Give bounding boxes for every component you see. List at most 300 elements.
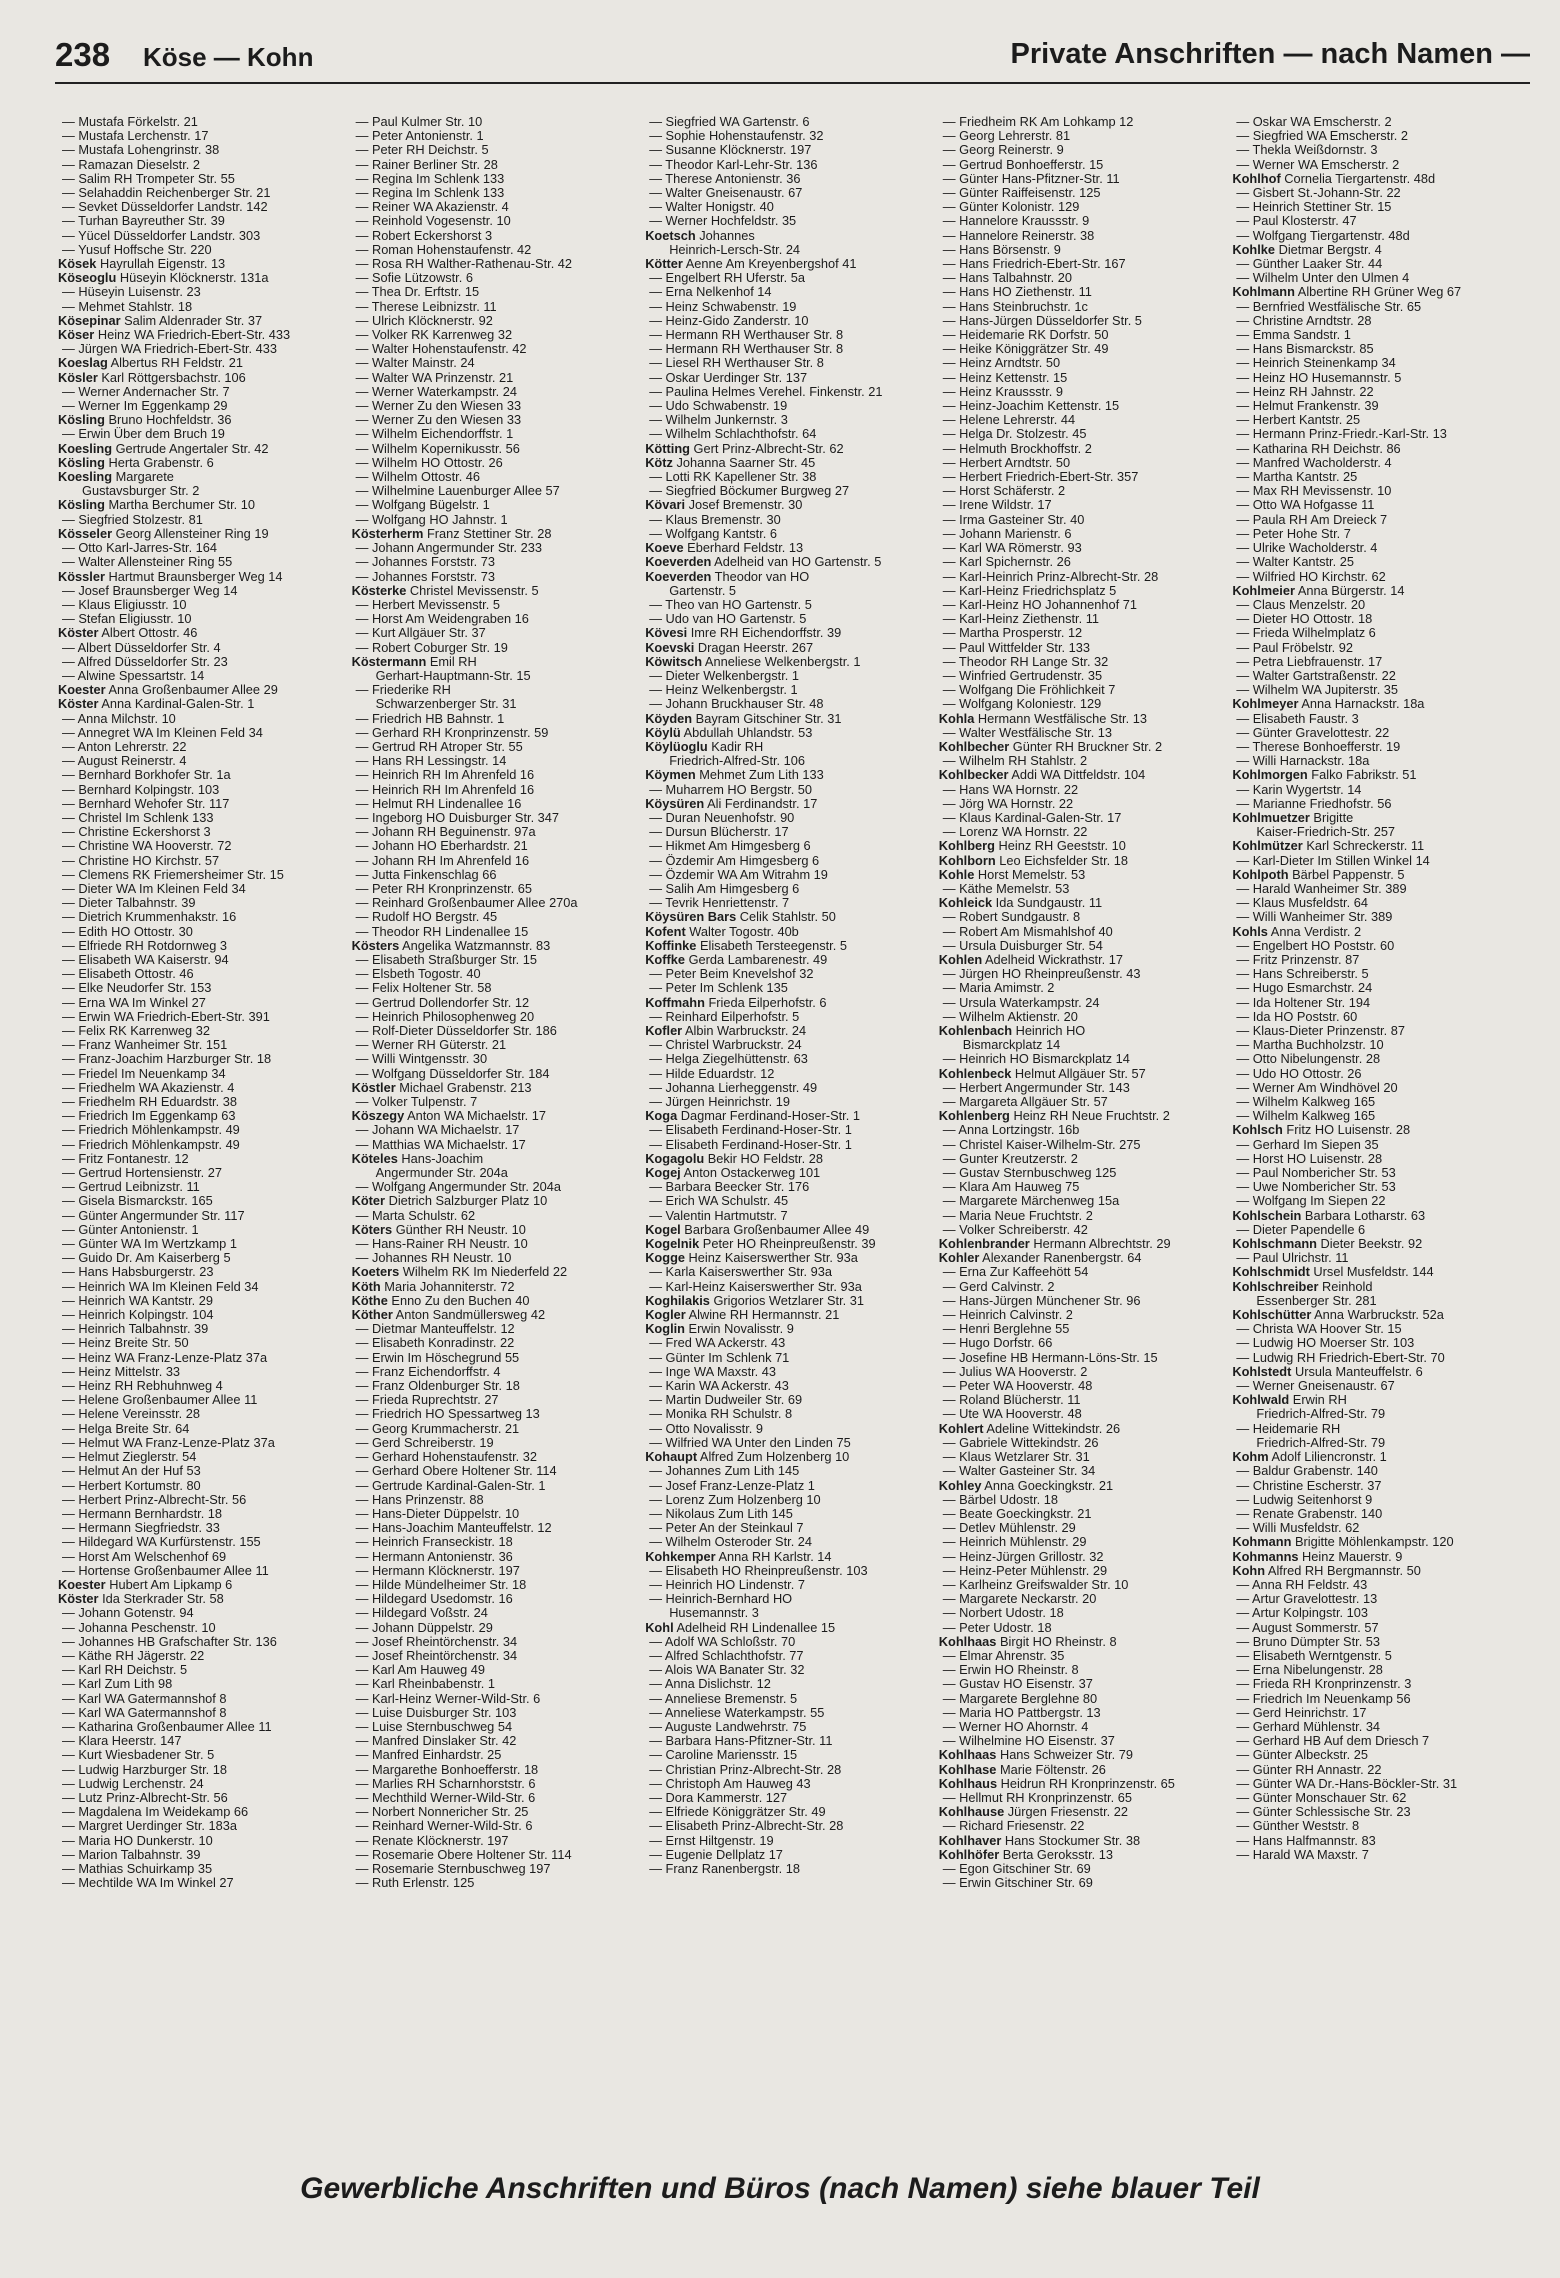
listing-entry bbox=[352, 1777, 638, 1791]
entry-text: — Duran Neuenhofstr. 90 bbox=[649, 810, 795, 825]
entry-text: Anna Kardinal-Galen-Str. 1 bbox=[98, 697, 255, 712]
entry-text: — Anton Lehrerstr. 22 bbox=[62, 739, 187, 754]
listing-entry bbox=[645, 356, 931, 370]
listing-entry bbox=[352, 1621, 638, 1635]
listing-entry bbox=[352, 1223, 638, 1237]
entry-text: Helmut Allgäuer Str. 57 bbox=[1011, 1066, 1146, 1081]
listing-entry bbox=[1232, 1436, 1518, 1450]
listing-entry bbox=[645, 1635, 931, 1649]
listing-entry bbox=[645, 996, 931, 1010]
listing-entry bbox=[645, 186, 931, 200]
entry-text: — Heinz RH Rebhuhnweg 4 bbox=[62, 1379, 223, 1394]
surname: Koffmahn bbox=[645, 995, 705, 1010]
listing-entry bbox=[1232, 981, 1518, 995]
listing-entry bbox=[352, 484, 638, 498]
listing-entry bbox=[58, 839, 344, 853]
surname: Köylüoglu bbox=[645, 739, 708, 754]
listing-entry bbox=[645, 1464, 931, 1478]
surname: Kohmann bbox=[1232, 1535, 1292, 1550]
listing-entry bbox=[939, 1081, 1225, 1095]
entry-text: — Werner Zu den Wiesen 33 bbox=[355, 399, 522, 414]
entry-text: — Heinz Welkenbergstr. 1 bbox=[649, 683, 798, 698]
surname: Kösler bbox=[58, 370, 98, 385]
entry-text: Hüseyin Klöcknerstr. 131a bbox=[116, 271, 269, 286]
entry-text: — Mehmet Stahlstr. 18 bbox=[62, 299, 193, 314]
listing-entry bbox=[352, 1365, 638, 1379]
listing-entry bbox=[1232, 1706, 1518, 1720]
entry-text: Ali Ferdinandstr. 17 bbox=[704, 796, 818, 811]
listing-entry bbox=[1232, 1038, 1518, 1052]
listing-entry bbox=[58, 1805, 344, 1819]
listing-entry bbox=[1232, 669, 1518, 683]
surname: Kohlsch bbox=[1232, 1123, 1283, 1138]
listing-entry bbox=[58, 1606, 344, 1620]
entry-text: — Georg Lehrerstr. 81 bbox=[942, 129, 1071, 144]
listing-entry bbox=[645, 1493, 931, 1507]
entry-text: — Willi Musfeldstr. 62 bbox=[1236, 1521, 1360, 1536]
entry-text: — Hans Schreiberstr. 5 bbox=[1236, 967, 1369, 982]
listing-entry bbox=[1232, 186, 1518, 200]
listing-entry bbox=[1232, 1422, 1518, 1436]
surname: Kösterherm bbox=[351, 526, 424, 541]
listing-entry bbox=[352, 910, 638, 924]
entry-text: — Detlev Mühlenstr. 29 bbox=[942, 1521, 1076, 1536]
entry-text: Alwine RH Hermannstr. 21 bbox=[685, 1308, 840, 1323]
entry-text: — Edith HO Ottostr. 30 bbox=[62, 924, 193, 939]
listing-entry bbox=[352, 896, 638, 910]
listing-entry bbox=[352, 1677, 638, 1691]
entry-text: Grigorios Wetzlarer Str. 31 bbox=[709, 1293, 864, 1308]
listing-entry bbox=[352, 1265, 638, 1279]
listing-entry bbox=[645, 1265, 931, 1279]
listing-entry bbox=[645, 854, 931, 868]
listing-entry bbox=[58, 1067, 344, 1081]
entry-text: Dieter Beekstr. 92 bbox=[1317, 1237, 1423, 1252]
entry-text: — Adolf WA Schloßstr. 70 bbox=[649, 1634, 796, 1649]
entry-text: — Walter Kantstr. 25 bbox=[1236, 555, 1354, 570]
surname: Koffke bbox=[645, 952, 686, 967]
entry-text: — Karl-Heinz Kaiserswerther Str. 93a bbox=[649, 1279, 862, 1294]
listing-entry bbox=[939, 172, 1225, 186]
surname: Kösterke bbox=[351, 583, 407, 598]
listing-entry bbox=[939, 1805, 1225, 1819]
entry-text: — Liesel RH Werthauser Str. 8 bbox=[649, 356, 824, 371]
entry-text: — Volker RK Karrenweg 32 bbox=[355, 328, 513, 343]
listing-entry bbox=[1232, 697, 1518, 711]
entry-text: — Clemens RK Friemersheimer Str. 15 bbox=[62, 867, 284, 882]
listing-entry bbox=[58, 200, 344, 214]
listing-entry bbox=[1232, 143, 1518, 157]
listing-entry bbox=[58, 1336, 344, 1350]
listing-entry bbox=[645, 1677, 931, 1691]
entry-text: Birgit HO Rheinstr. 8 bbox=[996, 1634, 1117, 1649]
listing-entry bbox=[352, 1081, 638, 1095]
surname: Koeverden bbox=[645, 569, 712, 584]
listing-entry bbox=[939, 1138, 1225, 1152]
listing-entry bbox=[645, 1862, 931, 1876]
entry-text: — Guido Dr. Am Kaiserberg 5 bbox=[62, 1251, 231, 1266]
listing-entry bbox=[939, 1834, 1225, 1848]
entry-text: — Helmuth Brockhoffstr. 2 bbox=[942, 441, 1092, 456]
listing-entry bbox=[939, 1464, 1225, 1478]
entry-text: — Dietrich Krummenhakstr. 16 bbox=[62, 910, 237, 925]
entry-text: — Dieter Papendelle 6 bbox=[1236, 1222, 1366, 1237]
entry-text: — Peter Im Schlenk 135 bbox=[649, 981, 788, 996]
listing-entry bbox=[352, 626, 638, 640]
listing-entry bbox=[352, 1251, 638, 1265]
listing-entry bbox=[1232, 1635, 1518, 1649]
listing-entry bbox=[58, 1138, 344, 1152]
surname: Köster bbox=[58, 626, 99, 641]
entry-text: Anton Sandmüllersweg 42 bbox=[392, 1308, 546, 1323]
entry-text: — Wilhelm Unter den Ulmen 4 bbox=[1236, 271, 1410, 286]
listing-entry bbox=[939, 342, 1225, 356]
entry-text: — Karl WA Römerstr. 93 bbox=[942, 541, 1082, 556]
listing-entry bbox=[939, 1507, 1225, 1521]
entry-text: — Regina Im Schlenk 133 bbox=[355, 171, 505, 186]
entry-text: — Alwine Spessartstr. 14 bbox=[62, 668, 205, 683]
listing-entry bbox=[58, 570, 344, 584]
listing-entry bbox=[58, 271, 344, 285]
listing-entry bbox=[1232, 712, 1518, 726]
listing-entry bbox=[352, 328, 638, 342]
listing-entry bbox=[58, 513, 344, 527]
listing-entry bbox=[352, 186, 638, 200]
entry-text: — Ida HO Poststr. 60 bbox=[1236, 1009, 1358, 1024]
entry-text: — Günter WA Im Wertzkamp 1 bbox=[62, 1237, 237, 1252]
listing-entry bbox=[1232, 953, 1518, 967]
listing-entry bbox=[1232, 541, 1518, 555]
listing-entry bbox=[939, 754, 1225, 768]
entry-text: Celik Stahlstr. 50 bbox=[736, 910, 836, 925]
listing-entry bbox=[645, 1223, 931, 1237]
listing-entry bbox=[352, 953, 638, 967]
entry-text: — Günter Monschauer Str. 62 bbox=[1236, 1790, 1407, 1805]
listing-entry bbox=[1232, 470, 1518, 484]
listing-entry bbox=[939, 1010, 1225, 1024]
entry-text: — Anna Milchstr. 10 bbox=[62, 711, 176, 726]
entry-text: — Gertrude Kardinal-Galen-Str. 1 bbox=[355, 1478, 546, 1493]
listing-entry bbox=[352, 1294, 638, 1308]
listing-entry bbox=[645, 726, 931, 740]
listing-entry bbox=[58, 1677, 344, 1691]
listing-entry bbox=[645, 1791, 931, 1805]
entry-text: Mehmet Zum Lith 133 bbox=[695, 768, 824, 783]
entry-text: — Martha Buchholzstr. 10 bbox=[1236, 1038, 1384, 1053]
entry-text: — Walter Westfälische Str. 13 bbox=[942, 725, 1113, 740]
listing-entry bbox=[645, 1507, 931, 1521]
listing-entry bbox=[1232, 626, 1518, 640]
entry-text: — Gertrud Hortensienstr. 27 bbox=[62, 1166, 223, 1181]
listing-entry bbox=[939, 1379, 1225, 1393]
listing-entry bbox=[58, 768, 344, 782]
entry-text: — Oskar WA Emscherstr. 2 bbox=[1236, 115, 1392, 129]
entry-text: Heinz Mauerstr. 9 bbox=[1298, 1549, 1403, 1564]
entry-text: — Wilhelmine Lauenburger Allee 57 bbox=[355, 484, 560, 499]
surname: Kohlschein bbox=[1232, 1208, 1302, 1223]
entry-text: — Hortense Großenbaumer Allee 11 bbox=[62, 1563, 269, 1578]
entry-text: — Heinrich HO Bismarckplatz 14 bbox=[942, 1052, 1130, 1067]
listing-entry bbox=[58, 229, 344, 243]
entry-text: Gertrude Angertaler Str. 42 bbox=[112, 441, 269, 456]
listing-entry bbox=[352, 1280, 638, 1294]
entry-text: — Johannes Zum Lith 145 bbox=[649, 1464, 800, 1479]
entry-text: Anton WA Michaelstr. 17 bbox=[404, 1109, 547, 1124]
surname: Kohlbecher bbox=[938, 739, 1010, 754]
entry-text: Hubert Am Lipkamp 6 bbox=[105, 1577, 233, 1592]
listing-entry bbox=[939, 143, 1225, 157]
entry-text: — Walter Honigstr. 40 bbox=[649, 200, 774, 215]
entry-text: — Annegret WA Im Kleinen Feld 34 bbox=[62, 725, 263, 740]
listing-entry bbox=[58, 385, 344, 399]
listing-entry bbox=[1232, 1720, 1518, 1734]
listing-entry bbox=[1232, 555, 1518, 569]
listing-entry bbox=[58, 598, 344, 612]
listing-entry bbox=[1232, 115, 1518, 129]
listing-entry bbox=[939, 584, 1225, 598]
entry-text: Reinhold bbox=[1318, 1279, 1373, 1294]
listing-entry bbox=[1232, 413, 1518, 427]
listing-entry bbox=[645, 442, 931, 456]
entry-text: — Ruth Erlenstr. 125 bbox=[355, 1876, 475, 1891]
entry-text: Berta Geroksstr. 13 bbox=[999, 1847, 1114, 1862]
listing-entry bbox=[352, 1194, 638, 1208]
listing-entry bbox=[1232, 1734, 1518, 1748]
footer-note: Gewerbliche Anschriften und Büros (nach Namen) siehe blauer Teil bbox=[300, 2172, 1260, 2205]
listing-entry bbox=[1232, 811, 1518, 825]
entry-text: Adelheid RH Lindenallee 15 bbox=[673, 1620, 836, 1635]
entry-text: — Robert Am Mismahlshof 40 bbox=[942, 924, 1113, 939]
surname: Koesling bbox=[58, 470, 113, 485]
entry-text: — Ludwig Lerchenstr. 24 bbox=[62, 1776, 204, 1791]
entry-text: — Günter Raiffeisenstr. 125 bbox=[942, 186, 1101, 201]
listing-entry bbox=[645, 669, 931, 683]
entry-text: — Josef Braunsberger Weg 14 bbox=[62, 583, 238, 598]
entry-text: Frieda Eilperhofstr. 6 bbox=[704, 995, 827, 1010]
listing-entry bbox=[939, 1564, 1225, 1578]
surname: Köser bbox=[58, 328, 95, 343]
entry-text: — Ute WA Hooverstr. 48 bbox=[942, 1407, 1082, 1422]
listing-entry bbox=[58, 1649, 344, 1663]
listing-entry bbox=[352, 1067, 638, 1081]
listing-entry bbox=[58, 1493, 344, 1507]
listing-entry bbox=[939, 882, 1225, 896]
listing-entry bbox=[939, 598, 1225, 612]
listing-entry bbox=[1232, 1052, 1518, 1066]
entry-text: — Paul Kulmer Str. 10 bbox=[355, 115, 483, 129]
entry-text: Michael Grabenstr. 213 bbox=[395, 1080, 532, 1095]
listing-entry bbox=[939, 570, 1225, 584]
listing-entry bbox=[645, 1067, 931, 1081]
listing-entry bbox=[939, 1748, 1225, 1762]
entry-text: — Tevrik Henriettenstr. 7 bbox=[649, 896, 790, 911]
entry-text: — Gertrud Dollendorfer Str. 12 bbox=[355, 995, 530, 1010]
listing-entry bbox=[352, 996, 638, 1010]
listing-entry bbox=[645, 1422, 931, 1436]
entry-text: — Klaus Bremenstr. 30 bbox=[649, 512, 781, 527]
entry-text: — Heinz-Joachim Kettenstr. 15 bbox=[942, 399, 1120, 414]
listing-entry bbox=[352, 399, 638, 413]
entry-text: — Erwin HO Rheinstr. 8 bbox=[942, 1663, 1079, 1678]
listing-column-4 bbox=[939, 115, 1225, 2150]
listing-entry bbox=[352, 854, 638, 868]
entry-text: — Salih Am Himgesberg 6 bbox=[649, 881, 800, 896]
entry-text: Husemannstr. 3 bbox=[669, 1606, 759, 1621]
listing-entry bbox=[352, 143, 638, 157]
listing-entry bbox=[1232, 797, 1518, 811]
entry-text: — Erwin Gitschiner Str. 69 bbox=[942, 1876, 1093, 1891]
entry-text: — Heinrich HO Lindenstr. 7 bbox=[649, 1577, 805, 1592]
entry-text: — Peter RH Deichstr. 5 bbox=[355, 143, 489, 158]
entry-text: — Johanna Lierheggenstr. 49 bbox=[649, 1080, 818, 1095]
entry-text: — Werner Andernacher Str. 7 bbox=[62, 384, 230, 399]
listing-entry bbox=[645, 541, 931, 555]
listing-entry bbox=[1232, 1848, 1518, 1862]
surname: Kohlen bbox=[938, 952, 983, 967]
listing-entry bbox=[58, 158, 344, 172]
listing-entry bbox=[939, 896, 1225, 910]
entry-text: — Friedrich HB Bahnstr. 1 bbox=[355, 711, 505, 726]
entry-text: — Bernhard Borkhofer Str. 1a bbox=[62, 768, 231, 783]
surname: Kofler bbox=[645, 1024, 683, 1038]
entry-text: — Friedrich Möhlenkampstr. 49 bbox=[62, 1137, 240, 1152]
surname: Koeters bbox=[351, 1265, 400, 1280]
entry-text: — Ingeborg HO Duisburger Str. 347 bbox=[355, 810, 560, 825]
listing-entry bbox=[352, 1379, 638, 1393]
entry-text: — Friedhelm RH Eduardstr. 38 bbox=[62, 1095, 237, 1110]
entry-text: — Helga Ziegelhüttenstr. 63 bbox=[649, 1052, 808, 1067]
entry-text: — Margarete Märchenweg 15a bbox=[942, 1194, 1120, 1209]
listing-entry bbox=[645, 925, 931, 939]
entry-text: Heinz WA Friedrich-Ebert-Str. 433 bbox=[94, 328, 291, 343]
entry-text: — Anneliese Bremenstr. 5 bbox=[649, 1691, 798, 1706]
listing-entry bbox=[58, 1479, 344, 1493]
surname: Koeslag bbox=[58, 356, 108, 371]
listing-entry bbox=[939, 399, 1225, 413]
entry-text: — Hannelore Reinerstr. 38 bbox=[942, 228, 1095, 243]
entry-text: Martha Berchumer Str. 10 bbox=[104, 498, 255, 513]
entry-text: — Wilhelm Schlachthofstr. 64 bbox=[649, 427, 817, 442]
entry-text: — Renate Klöcknerstr. 197 bbox=[355, 1833, 509, 1848]
listing-entry bbox=[58, 1166, 344, 1180]
entry-text: Heidrun RH Kronprinzenstr. 65 bbox=[997, 1776, 1175, 1791]
entry-text: — Klaus Kardinal-Galen-Str. 17 bbox=[942, 810, 1122, 825]
entry-text: — Irene Wildstr. 17 bbox=[942, 498, 1052, 513]
entry-text: Josef Bremenstr. 30 bbox=[685, 498, 803, 513]
entry-text: — Hermann RH Werthauser Str. 8 bbox=[649, 342, 844, 357]
entry-text: — Dieter Talbahnstr. 39 bbox=[62, 896, 196, 911]
surname: Koeverden bbox=[645, 555, 712, 570]
listing-entry bbox=[939, 1067, 1225, 1081]
listing-entry bbox=[645, 1152, 931, 1166]
entry-text: Hermann Westfälische Str. 13 bbox=[974, 711, 1147, 726]
listing-entry bbox=[645, 555, 931, 569]
listing-entry bbox=[58, 442, 344, 456]
entry-text: — Udo HO Ottostr. 26 bbox=[1236, 1066, 1362, 1081]
entry-text: — Horst Am Weidengraben 16 bbox=[355, 612, 529, 627]
entry-text: — Hans Börsenstr. 9 bbox=[942, 242, 1061, 257]
listing-entry bbox=[1232, 1791, 1518, 1805]
entry-text: — Kurt Wiesbadener Str. 5 bbox=[62, 1748, 215, 1763]
listing-entry bbox=[939, 839, 1225, 853]
entry-text: Anna Harnackstr. 18a bbox=[1298, 697, 1425, 712]
listing-entry bbox=[939, 1280, 1225, 1294]
entry-text: — Wilhelm Kalkweg 165 bbox=[1236, 1109, 1376, 1124]
entry-text: — Peter Udostr. 18 bbox=[942, 1620, 1052, 1635]
surname: Kohlpoth bbox=[1232, 867, 1289, 882]
listing-entry bbox=[645, 158, 931, 172]
listing-entry bbox=[58, 740, 344, 754]
entry-text: — Lotti RK Kapellener Str. 38 bbox=[649, 470, 817, 485]
entry-text: — Christel Kaiser-Wilhelm-Str. 275 bbox=[942, 1137, 1141, 1152]
entry-text: — Helga Dr. Stolzestr. 45 bbox=[942, 427, 1087, 442]
listing-entry bbox=[1232, 1308, 1518, 1322]
listing-entry bbox=[352, 1720, 638, 1734]
entry-text: — Elfriede RH Rotdornweg 3 bbox=[62, 938, 228, 953]
entry-text: — Erna WA Im Winkel 27 bbox=[62, 995, 206, 1010]
listing-entry bbox=[1232, 1351, 1518, 1365]
entry-text: — Christoph Am Hauweg 43 bbox=[649, 1776, 811, 1791]
surname: Koester bbox=[58, 683, 106, 698]
surname: Kösling bbox=[58, 498, 105, 513]
listing-entry bbox=[58, 726, 344, 740]
listing-entry bbox=[939, 1294, 1225, 1308]
surname: Kohlmann bbox=[1232, 285, 1295, 300]
entry-text: — Heinz Schwabenstr. 19 bbox=[649, 299, 797, 314]
entry-text: — Johann Angermunder Str. 233 bbox=[355, 541, 542, 556]
entry-text: — Klaus Eligiusstr. 10 bbox=[62, 597, 187, 612]
listing-entry bbox=[939, 1223, 1225, 1237]
surname: Koester bbox=[58, 1577, 106, 1592]
entry-text: — Günter Kolonistr. 129 bbox=[942, 200, 1080, 215]
entry-text: — Siegfried Stolzestr. 81 bbox=[62, 512, 203, 527]
listing-entry bbox=[645, 413, 931, 427]
listing-entry bbox=[939, 484, 1225, 498]
entry-text: — Heinrich RH Im Ahrenfeld 16 bbox=[355, 768, 535, 783]
listing-entry bbox=[352, 1336, 638, 1350]
listing-entry bbox=[939, 953, 1225, 967]
listing-entry bbox=[939, 1450, 1225, 1464]
entry-text: — Frieda Ruprechtstr. 27 bbox=[355, 1393, 499, 1408]
entry-text: — Elisabeth Ottostr. 46 bbox=[62, 967, 194, 982]
surname: Köteles bbox=[351, 1151, 398, 1166]
surname: Köysüren Bars bbox=[645, 910, 737, 925]
listing-entry bbox=[645, 328, 931, 342]
entry-text: — Hilde Eduardstr. 12 bbox=[649, 1066, 775, 1081]
entry-text: Kaiser-Friedrich-Str. 257 bbox=[1256, 825, 1396, 840]
listing-entry bbox=[939, 413, 1225, 427]
listing-entry bbox=[939, 925, 1225, 939]
surname: Kötter bbox=[645, 257, 683, 272]
listing-entry bbox=[352, 1422, 638, 1436]
listing-entry bbox=[939, 1578, 1225, 1592]
entry-text: — Franz Wanheimer Str. 151 bbox=[62, 1038, 228, 1053]
entry-text: — Helmut RH Lindenallee 16 bbox=[355, 796, 522, 811]
entry-text: — Bernfried Westfälische Str. 65 bbox=[1236, 299, 1422, 314]
listing-entry bbox=[939, 129, 1225, 143]
listing-entry bbox=[645, 1535, 931, 1549]
surname: Köyden bbox=[645, 711, 693, 726]
entry-text: — Wilhelm Kopernikusstr. 56 bbox=[355, 441, 520, 456]
entry-text: — Frieda RH Kronprinzenstr. 3 bbox=[1236, 1677, 1412, 1692]
surname: Köster bbox=[58, 697, 99, 712]
listing-entry bbox=[352, 1507, 638, 1521]
entry-text: Anna Bürgerstr. 14 bbox=[1294, 583, 1405, 598]
entry-text: — Wolfgang Koloniestr. 129 bbox=[942, 697, 1102, 712]
entry-text: — Hildegard Usedomstr. 16 bbox=[355, 1592, 513, 1607]
entry-text: Johanna Saarner Str. 45 bbox=[672, 455, 816, 470]
entry-text: — Martha Kantstr. 25 bbox=[1236, 470, 1358, 485]
